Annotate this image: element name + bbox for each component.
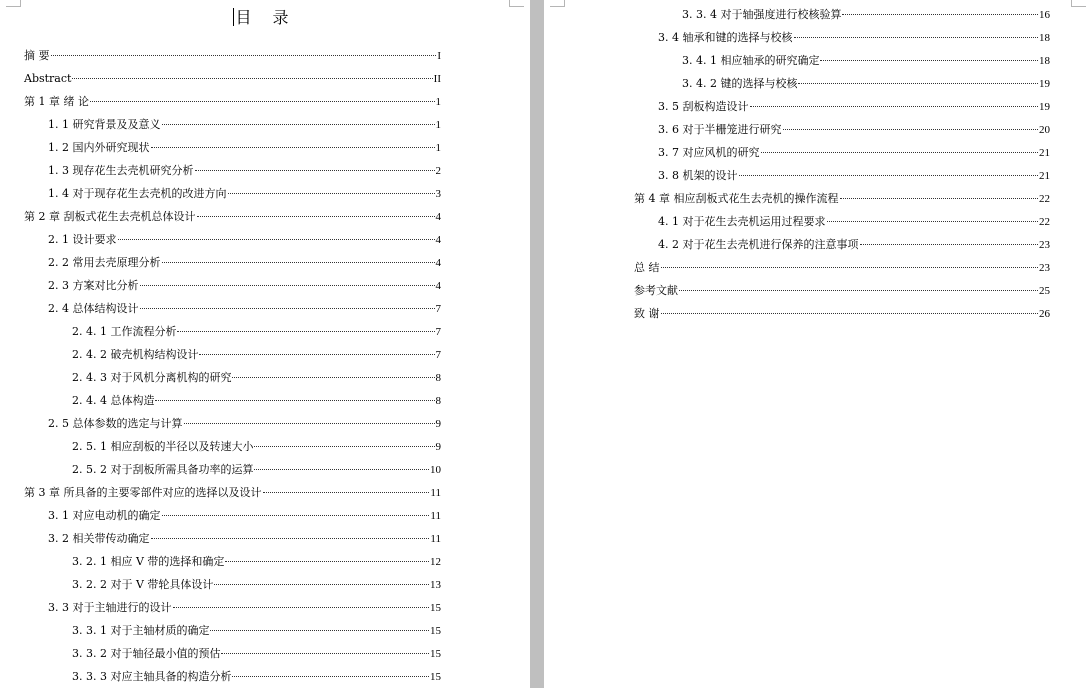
toc-entry-title: 2. 5 总体参数的选定与计算 (48, 417, 183, 430)
toc-page-number: 3 (435, 188, 441, 200)
toc-entry[interactable] (634, 306, 1050, 322)
toc-entry-title: 2. 5. 2 对于刮板所需具备功率的运算 (72, 463, 254, 476)
toc-page-number: 4 (435, 234, 441, 246)
toc-leader-dots (155, 400, 434, 401)
toc-page-number: 16 (1039, 9, 1050, 21)
toc-page-number: 23 (1039, 262, 1050, 274)
toc-page-number: 23 (1039, 239, 1050, 251)
toc-page-number: 1 (435, 142, 441, 154)
toc-entry-title: 3. 8 机架的设计 (658, 169, 738, 182)
toc-page-number: 21 (1039, 147, 1050, 159)
toc-leader-dots (51, 55, 437, 56)
toc-page-number: I (437, 50, 441, 62)
toc-entry-title: 第 2 章 刮板式花生去壳机总体设计 (24, 210, 196, 223)
toc-page-number: 15 (430, 671, 441, 683)
toc-page-number: 8 (435, 395, 441, 407)
toc-entry[interactable] (24, 71, 441, 87)
toc-entry[interactable] (72, 393, 441, 409)
toc-entry-title: 3. 4. 2 键的选择与校核 (682, 77, 798, 90)
toc-page-number: 26 (1039, 308, 1050, 320)
toc-entry-title: 3. 2 相关带传动确定 (48, 532, 150, 545)
toc-leader-dots (210, 630, 429, 631)
toc-entry[interactable] (48, 600, 441, 616)
toc-leader-dots (840, 198, 1039, 199)
toc-page-number: 15 (430, 648, 441, 660)
toc-leader-dots (199, 354, 434, 355)
toc-entry[interactable] (682, 53, 1050, 69)
toc-entry-title: 3. 3. 1 对于主轴材质的确定 (72, 624, 210, 637)
toc-entry[interactable] (24, 94, 441, 110)
toc-entry[interactable] (634, 260, 1050, 276)
toc-page-number: 21 (1039, 170, 1050, 182)
toc-page-number: 4 (435, 211, 441, 223)
toc-entry[interactable] (634, 191, 1050, 207)
toc-leader-dots (661, 267, 1039, 268)
toc-entry-title: 1. 3 现存花生去壳机研究分析 (48, 164, 194, 177)
toc-entry-title: 3. 4 轴承和键的选择与校核 (658, 31, 793, 44)
toc-entry[interactable] (48, 278, 441, 294)
toc-entry[interactable] (48, 186, 441, 202)
toc-entry-title: 3. 3. 2 对于轴径最小值的预估 (72, 647, 221, 660)
toc-page-number: 4 (435, 280, 441, 292)
toc-leader-dots (197, 216, 435, 217)
toc-entry[interactable] (72, 577, 441, 593)
toc-entry[interactable] (72, 324, 441, 340)
toc-entry[interactable] (72, 347, 441, 363)
toc-page-number: 7 (435, 326, 441, 338)
toc-entry[interactable] (658, 30, 1050, 46)
toc-leader-dots (739, 175, 1039, 176)
toc-entry[interactable] (24, 209, 441, 225)
toc-page-number: 9 (435, 418, 441, 430)
toc-page-number: 19 (1039, 101, 1050, 113)
toc-page-number: 13 (430, 579, 441, 591)
toc-entry-title: 致 谢 (634, 307, 660, 320)
toc-title: 目 录 (235, 8, 297, 27)
toc-page-number: 19 (1039, 78, 1050, 90)
toc-leader-dots (263, 492, 430, 493)
toc-page-number: 25 (1039, 285, 1050, 297)
toc-entry[interactable] (72, 646, 441, 662)
page-corner-mark (6, 0, 21, 7)
toc-leader-dots (72, 78, 432, 79)
toc-page-number: II (433, 73, 441, 85)
toc-entry-title: 2. 3 方案对比分析 (48, 279, 139, 292)
toc-entry-title: 2. 4. 2 破壳机构结构设计 (72, 348, 199, 361)
toc-entry-title: 3. 2. 1 相应 V 带的选择和确定 (72, 555, 225, 568)
toc-entry[interactable] (72, 462, 441, 478)
toc-entry-title: 总 结 (634, 261, 660, 274)
toc-entry[interactable] (72, 554, 441, 570)
toc-entry-title: 2. 2 常用去壳原理分析 (48, 256, 161, 269)
toc-page-number: 18 (1039, 55, 1050, 67)
toc-entry-title: 摘 要 (24, 49, 50, 62)
toc-entry-title: 第 3 章 所具备的主要零部件对应的选择以及设计 (24, 486, 262, 499)
toc-entry[interactable] (48, 255, 441, 271)
toc-entry[interactable] (48, 416, 441, 432)
toc-leader-dots (151, 538, 430, 539)
document-page-left[interactable] (0, 0, 530, 688)
toc-page-number: 11 (430, 533, 441, 545)
toc-leader-dots (254, 446, 434, 447)
toc-entry-title: 2. 4. 1 工作流程分析 (72, 325, 177, 338)
toc-leader-dots (232, 377, 434, 378)
toc-entry[interactable] (24, 48, 441, 64)
document-page-right[interactable] (544, 0, 1092, 688)
toc-entry[interactable] (48, 140, 441, 156)
toc-leader-dots (162, 124, 435, 125)
toc-entry-title: 2. 4. 4 总体构造 (72, 394, 155, 407)
toc-page-number: 1 (435, 119, 441, 131)
toc-entry[interactable] (682, 76, 1050, 92)
toc-page-number: 10 (430, 464, 441, 476)
toc-leader-dots (162, 262, 435, 263)
toc-entry-title: 第 1 章 绪 论 (24, 95, 89, 108)
toc-page-number: 18 (1039, 32, 1050, 44)
page-corner-mark (550, 0, 565, 7)
toc-entry[interactable] (682, 7, 1050, 23)
toc-leader-dots (254, 469, 429, 470)
toc-page-number: 22 (1039, 193, 1050, 205)
toc-leader-dots (750, 106, 1039, 107)
toc-entry-title: 4. 1 对于花生去壳机运用过程要求 (658, 215, 826, 228)
toc-leader-dots (860, 244, 1039, 245)
toc-leader-dots (184, 423, 435, 424)
toc-entry-title: 3. 3. 4 对于轴强度进行校核验算 (682, 8, 842, 21)
toc-page-number: 4 (435, 257, 441, 269)
toc-entry-title: 3. 3 对于主轴进行的设计 (48, 601, 172, 614)
toc-page-number: 15 (430, 625, 441, 637)
toc-entry[interactable] (48, 508, 441, 524)
toc-page-number: 20 (1039, 124, 1050, 136)
toc-leader-dots (842, 14, 1038, 15)
toc-entry-title: 3. 3. 3 对应主轴具备的构造分析 (72, 670, 232, 683)
toc-page-number: 15 (430, 602, 441, 614)
toc-page-number: 1 (435, 96, 441, 108)
toc-entry[interactable] (658, 237, 1050, 253)
toc-leader-dots (679, 290, 1038, 291)
toc-entry-title: 2. 4 总体结构设计 (48, 302, 139, 315)
toc-page-number: 7 (435, 303, 441, 315)
toc-entry[interactable] (72, 623, 441, 639)
toc-leader-dots (661, 313, 1039, 314)
toc-page-number: 22 (1039, 216, 1050, 228)
toc-entry[interactable] (72, 370, 441, 386)
toc-leader-dots (140, 308, 435, 309)
toc-entry-title: 1. 2 国内外研究现状 (48, 141, 150, 154)
toc-entry-title: Abstract (24, 72, 72, 85)
toc-leader-dots (221, 653, 429, 654)
toc-leader-dots (162, 515, 430, 516)
toc-entry-title: 2. 5. 1 相应刮板的半径以及转速大小 (72, 440, 254, 453)
toc-entry-title: 3. 7 对应风机的研究 (658, 146, 760, 159)
toc-entry-title: 1. 1 研究背景及及意义 (48, 118, 161, 131)
toc-page-number: 11 (430, 510, 441, 522)
toc-entry[interactable] (658, 168, 1050, 184)
toc-leader-dots (827, 221, 1039, 222)
toc-leader-dots (118, 239, 435, 240)
toc-page-number: 2 (435, 165, 441, 177)
toc-entry[interactable] (658, 122, 1050, 138)
toc-entry-title: 3. 2. 2 对于 V 带轮具体设计 (72, 578, 214, 591)
toc-entry[interactable] (634, 283, 1050, 299)
toc-entry-title: 2. 1 设计要求 (48, 233, 117, 246)
toc-entry-title: 3. 1 对应电动机的确定 (48, 509, 161, 522)
page-corner-mark (509, 0, 524, 7)
toc-entry[interactable] (72, 439, 441, 455)
toc-leader-dots (820, 60, 1038, 61)
toc-entry-title: 2. 4. 3 对于风机分离机构的研究 (72, 371, 232, 384)
toc-leader-dots (195, 170, 435, 171)
toc-entry[interactable] (48, 301, 441, 317)
toc-entry-title: 参考文献 (634, 284, 678, 297)
toc-entry[interactable] (48, 232, 441, 248)
toc-entry-title: 3. 5 刮板构造设计 (658, 100, 749, 113)
toc-entry-title: 第 4 章 相应刮板式花生去壳机的操作流程 (634, 192, 839, 205)
toc-entry-title: 3. 4. 1 相应轴承的研究确定 (682, 54, 820, 67)
toc-leader-dots (151, 147, 435, 148)
toc-leader-dots (90, 101, 435, 102)
toc-page-number: 7 (435, 349, 441, 361)
toc-entry[interactable] (72, 669, 441, 685)
toc-leader-dots (228, 193, 435, 194)
toc-entry-title: 1. 4 对于现存花生去壳机的改进方向 (48, 187, 227, 200)
toc-entry[interactable] (658, 145, 1050, 161)
toc-leader-dots (173, 607, 430, 608)
toc-entry[interactable] (48, 117, 441, 133)
toc-leader-dots (794, 37, 1039, 38)
toc-leader-dots (214, 584, 429, 585)
page-corner-mark (1071, 0, 1086, 7)
toc-leader-dots (225, 561, 429, 562)
toc-page-number: 12 (430, 556, 441, 568)
toc-entry[interactable] (658, 99, 1050, 115)
toc-page-number: 9 (435, 441, 441, 453)
toc-leader-dots (140, 285, 435, 286)
toc-entry[interactable] (24, 485, 441, 501)
toc-entry-title: 4. 2 对于花生去壳机进行保养的注意事项 (658, 238, 859, 251)
toc-entry-title: 3. 6 对于半栅笼进行研究 (658, 123, 782, 136)
toc-entry[interactable] (658, 214, 1050, 230)
toc-entry[interactable] (48, 163, 441, 179)
toc-leader-dots (761, 152, 1039, 153)
toc-entry[interactable] (48, 531, 441, 547)
toc-page-number: 11 (430, 487, 441, 499)
toc-leader-dots (783, 129, 1039, 130)
toc-page-number: 8 (435, 372, 441, 384)
toc-leader-dots (177, 331, 434, 332)
toc-leader-dots (798, 83, 1038, 84)
toc-leader-dots (232, 676, 429, 677)
